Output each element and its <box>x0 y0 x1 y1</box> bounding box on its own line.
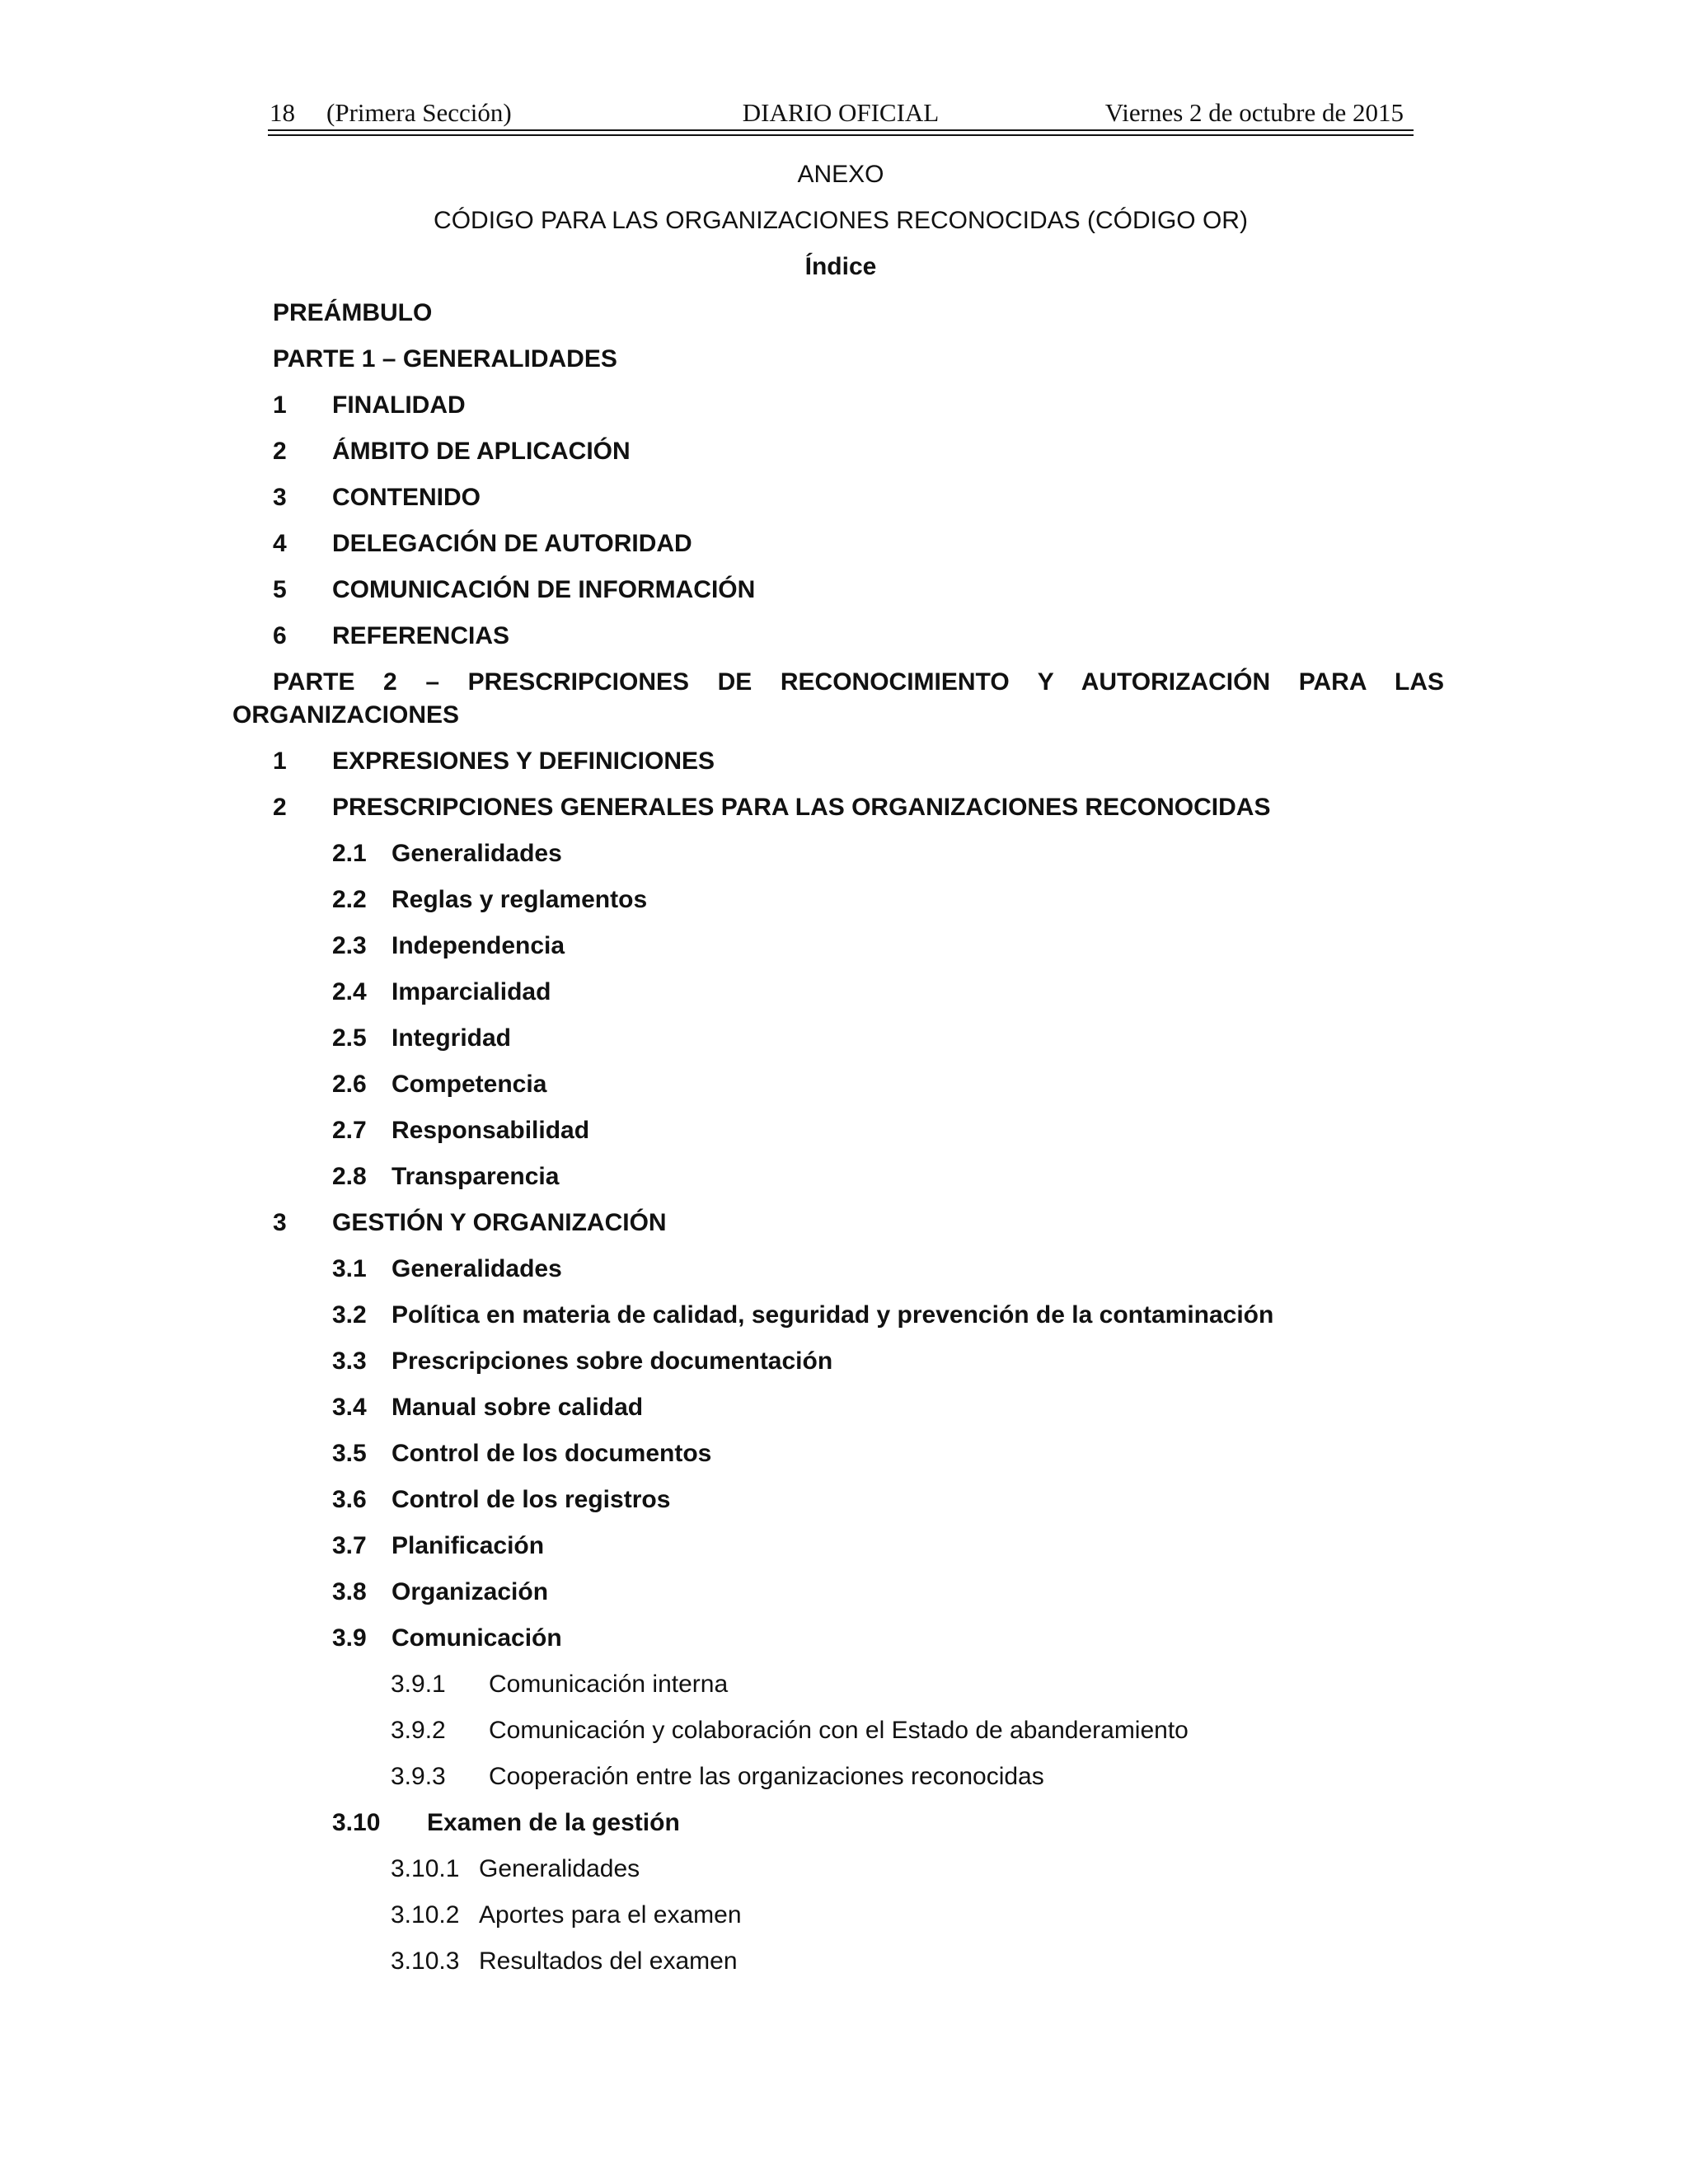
toc-entry-number: 3 <box>273 1209 287 1236</box>
toc-entry-number: 3.8 <box>332 1578 367 1605</box>
toc-entry-number: 2.8 <box>332 1163 367 1190</box>
toc-entry-title: Resultados del examen <box>479 1947 738 1975</box>
toc-entry-title: Control de los documentos <box>392 1440 712 1467</box>
toc-entry-title: Comunicación y colaboración con el Estado de abanderamiento <box>489 1717 1189 1744</box>
toc-entry-title: Comunicación <box>392 1624 562 1652</box>
toc-entry-number: 3.9 <box>332 1624 367 1652</box>
toc-entry-title: GESTIÓN Y ORGANIZACIÓN <box>332 1209 667 1236</box>
toc-entry-title: FINALIDAD <box>332 391 466 419</box>
publication-date: Viernes 2 de octubre de 2015 <box>1104 98 1404 127</box>
toc-entry-number: 5 <box>273 576 287 603</box>
toc-entry-title: Generalidades <box>392 1255 562 1282</box>
toc-part-1: PARTE 1 – GENERALIDADES <box>273 345 617 373</box>
toc-entry-number: 2.5 <box>332 1024 367 1052</box>
toc-entry-number: 3.9.3 <box>391 1763 446 1790</box>
toc-entry-title: Examen de la gestión <box>427 1809 680 1836</box>
toc-entry-number: 3.4 <box>332 1394 367 1421</box>
toc-entry-title: Cooperación entre las organizaciones reconocidas <box>489 1763 1044 1790</box>
toc-entry-number: 3.9.1 <box>391 1671 446 1698</box>
toc-entry-title: Prescripciones sobre documentación <box>392 1347 833 1375</box>
code-title: CÓDIGO PARA LAS ORGANIZACIONES RECONOCIDAS (CÓDIGO OR) <box>434 207 1248 234</box>
toc-entry-title: REFERENCIAS <box>332 622 510 649</box>
toc-entry-number: 2.6 <box>332 1071 367 1098</box>
toc-entry-number: 3.6 <box>332 1486 367 1513</box>
toc-entry-number: 3.10.3 <box>391 1947 460 1975</box>
section-label: (Primera Sección) <box>326 98 512 127</box>
toc-entry-title: Independencia <box>392 932 565 959</box>
index-heading: Índice <box>804 253 877 280</box>
toc-entry-title: Manual sobre calidad <box>392 1394 644 1421</box>
toc-entry-number: 1 <box>273 748 287 775</box>
toc-entry-title: Reglas y reglamentos <box>392 886 648 913</box>
toc-entry-number: 3.7 <box>332 1532 367 1559</box>
toc-entry-number: 4 <box>273 530 287 557</box>
toc-entry-title: Generalidades <box>392 840 562 867</box>
toc-part-2 <box>232 666 1444 732</box>
toc-entry-title: Aportes para el examen <box>479 1901 742 1929</box>
toc-entry-number: 3.1 <box>332 1255 367 1282</box>
toc-entry-number: 3.10.1 <box>391 1855 460 1882</box>
toc-entry-title: Planificación <box>392 1532 545 1559</box>
toc-entry-number: 3.9.2 <box>391 1717 446 1744</box>
toc-entry-title: Política en materia de calidad, seguridad y prevención de la contaminación <box>392 1301 1274 1329</box>
toc-entry-title: DELEGACIÓN DE AUTORIDAD <box>332 530 692 557</box>
toc-entry-title: EXPRESIONES Y DEFINICIONES <box>332 748 715 775</box>
toc-entry-number: 3 <box>273 484 287 511</box>
toc-entry-title: Control de los registros <box>392 1486 671 1513</box>
toc-entry-number: 2.1 <box>332 840 367 867</box>
toc-entry-title: Responsabilidad <box>392 1117 590 1144</box>
toc-entry-number: 3.2 <box>332 1301 367 1329</box>
toc-entry-number: 3.5 <box>332 1440 367 1467</box>
toc-entry-title: Generalidades <box>479 1855 640 1882</box>
toc-preamble: PREÁMBULO <box>273 299 433 326</box>
toc-part-2-line-2: ORGANIZACIONES <box>232 701 460 729</box>
publication-title: DIARIO OFICIAL <box>742 98 940 127</box>
toc-entry-title: Imparcialidad <box>392 978 551 1005</box>
toc-entry-title: PRESCRIPCIONES GENERALES PARA LAS ORGANIZACIONES RECONOCIDAS <box>332 794 1271 821</box>
toc-entry-title: Organización <box>392 1578 549 1605</box>
header-rule-bottom <box>268 134 1414 136</box>
toc-entry-number: 2.2 <box>332 886 367 913</box>
toc-entry-title: Competencia <box>392 1071 547 1098</box>
toc-entry-title: Comunicación interna <box>489 1671 729 1698</box>
header-rule-top <box>268 129 1414 131</box>
toc-part-2-line-1: PARTE 2 – PRESCRIPCIONES DE RECONOCIMIENTO Y AUTORIZACIÓN PARA LAS <box>273 668 1444 696</box>
toc-entry-title: Transparencia <box>392 1163 560 1190</box>
toc-entry-number: 3.10.2 <box>391 1901 460 1929</box>
toc-entry-number: 1 <box>273 391 287 419</box>
toc-entry-number: 2.7 <box>332 1117 367 1144</box>
toc-entry-number: 2.4 <box>332 978 367 1005</box>
page-number: 18 <box>270 98 295 127</box>
toc-entry-number: 2 <box>273 794 287 821</box>
toc-entry-number: 6 <box>273 622 287 649</box>
toc-entry-number: 2 <box>273 438 287 465</box>
toc-entry-title: Integridad <box>392 1024 512 1052</box>
annex-heading: ANEXO <box>797 161 884 188</box>
toc-entry-title: COMUNICACIÓN DE INFORMACIÓN <box>332 576 756 603</box>
toc-entry-title: CONTENIDO <box>332 484 481 511</box>
toc-entry-number: 2.3 <box>332 932 367 959</box>
toc-entry-number: 3.10 <box>332 1809 381 1836</box>
toc-entry-number: 3.3 <box>332 1347 367 1375</box>
toc-entry-title: ÁMBITO DE APLICACIÓN <box>332 438 631 465</box>
